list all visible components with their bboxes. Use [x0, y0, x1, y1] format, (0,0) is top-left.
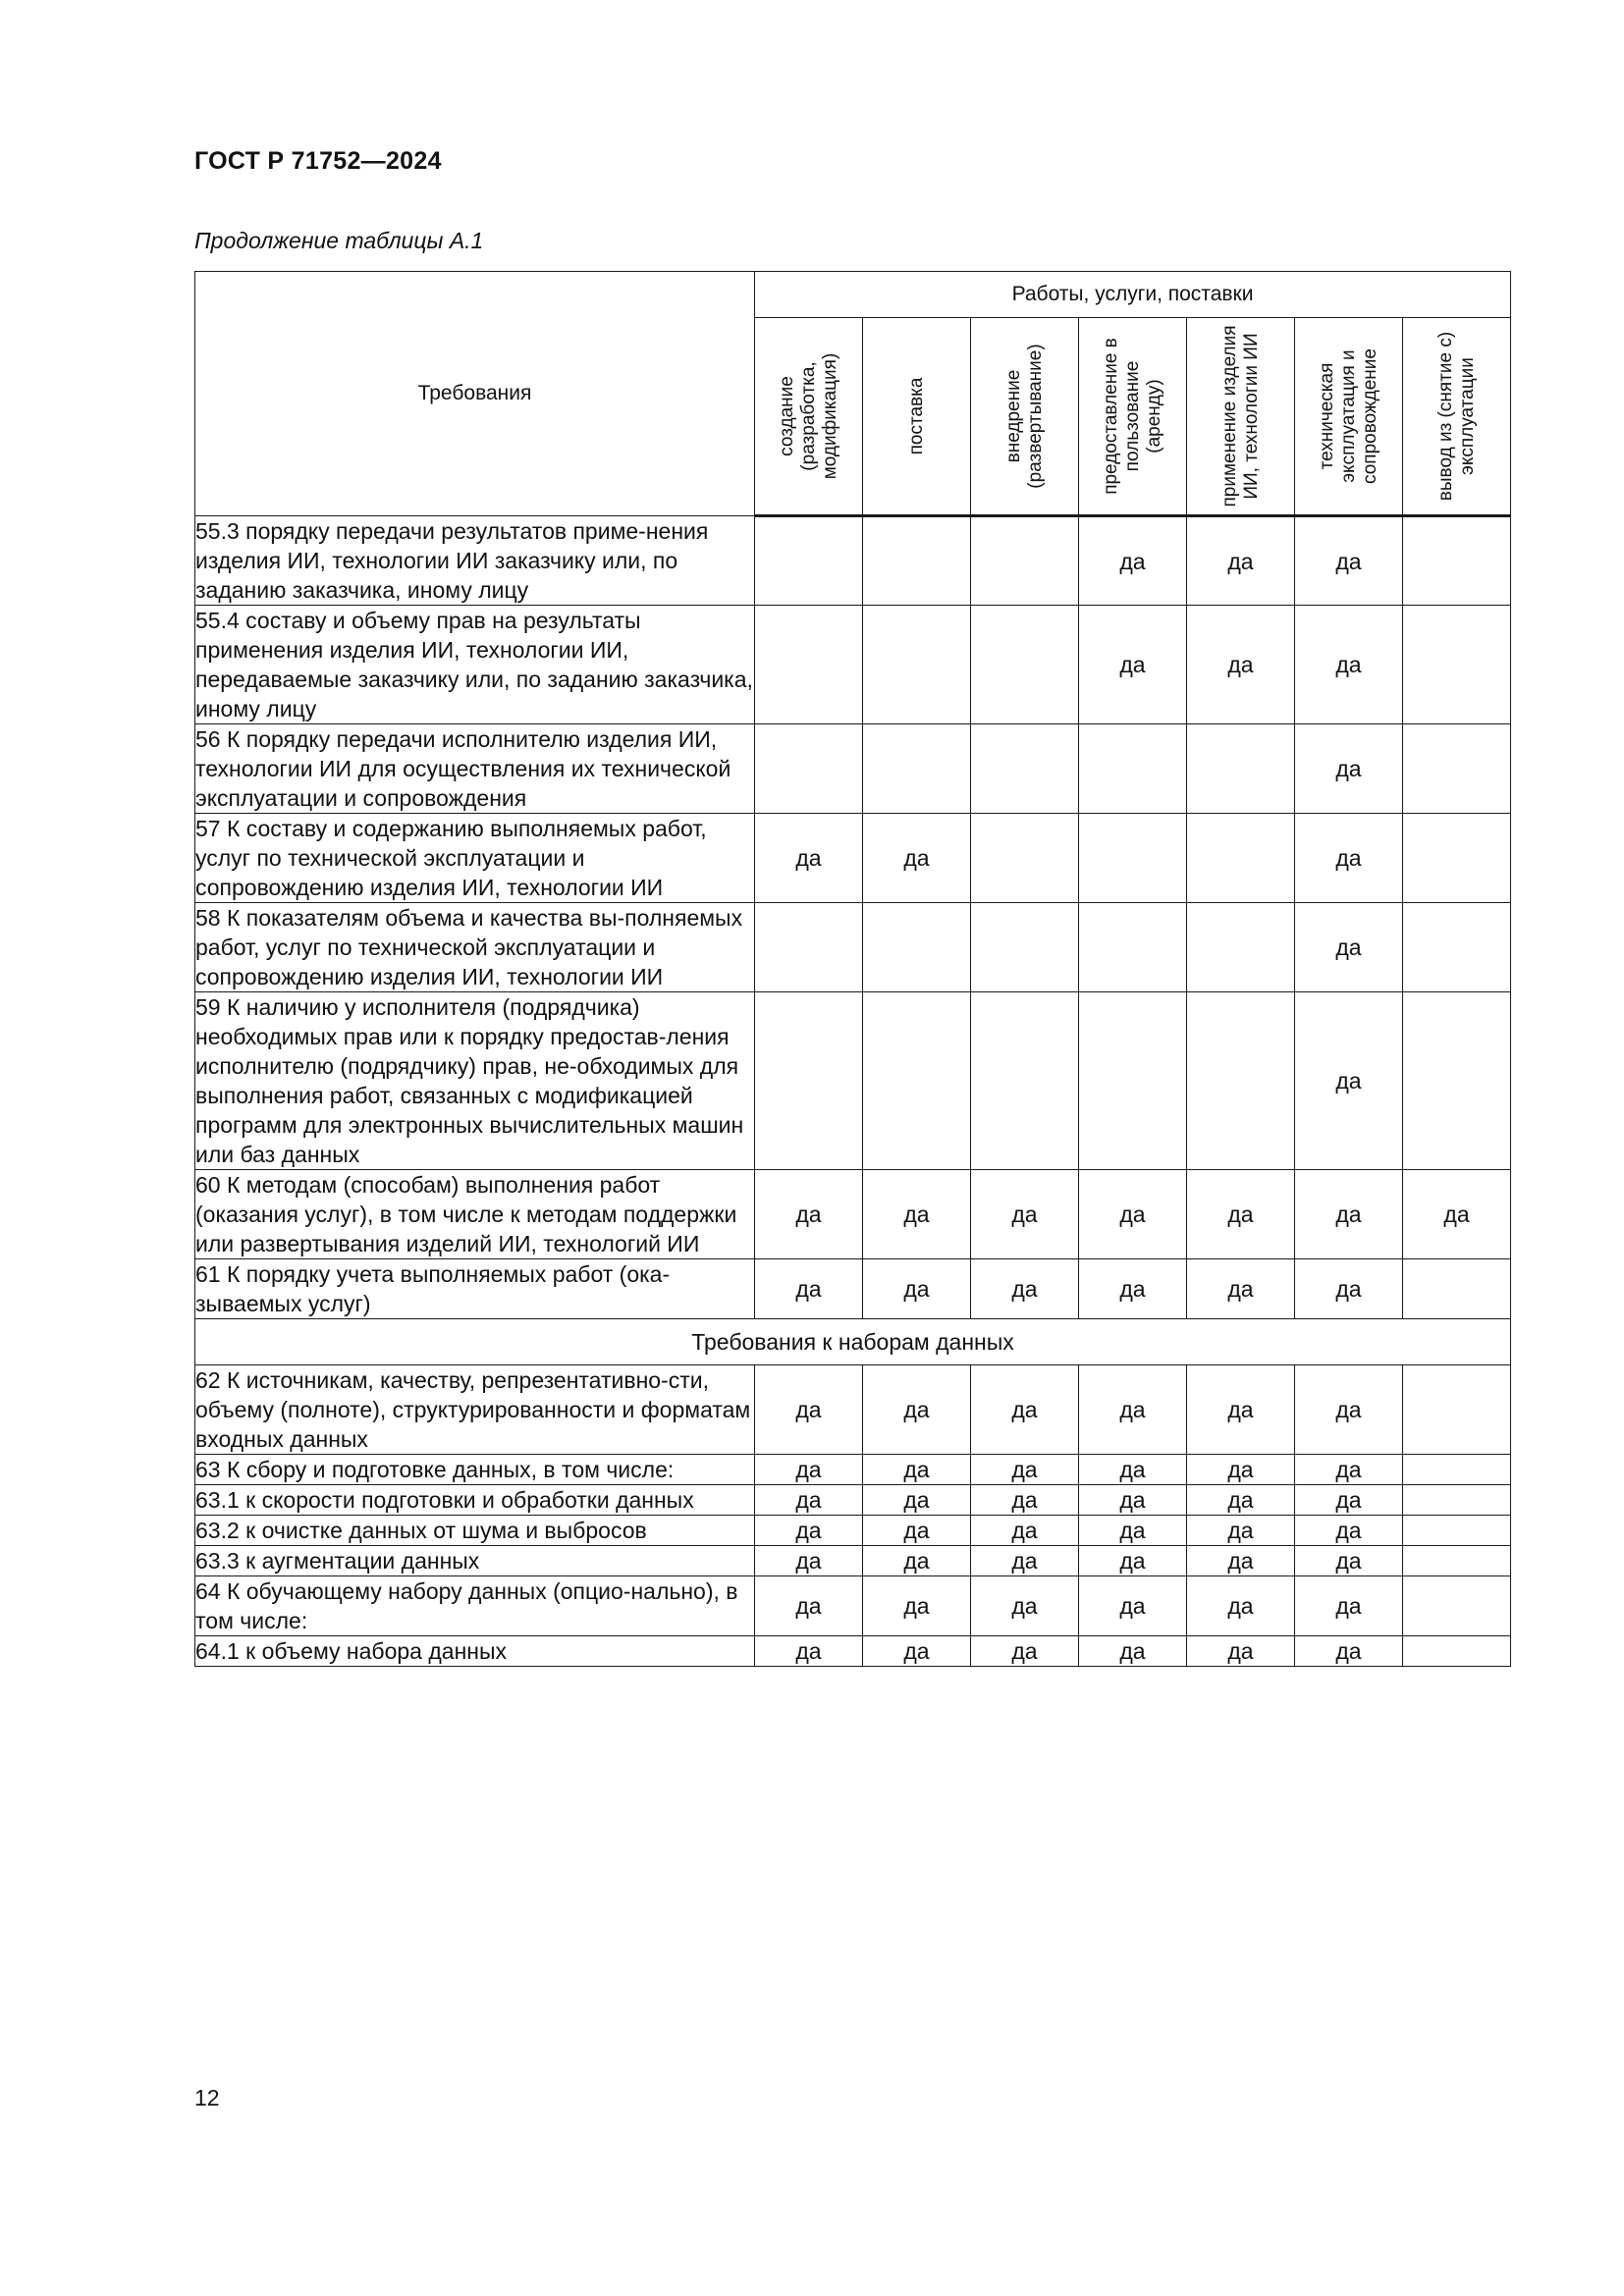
value-cell: да — [1187, 1455, 1295, 1485]
value-cell: да — [1295, 1365, 1403, 1455]
requirement-label: 63.1 к скорости подготовки и обработки данных — [195, 1485, 755, 1516]
value-cell: да — [1295, 814, 1403, 903]
requirement-label: 55.3 порядку передачи результатов приме-нения изделия ИИ, технологии ИИ заказчику или, по заданию заказчика, иному лицу — [195, 516, 755, 606]
value-cell: да — [1079, 1516, 1187, 1546]
value-cell — [971, 724, 1079, 814]
value-cell: да — [971, 1455, 1079, 1485]
value-cell: да — [1295, 903, 1403, 992]
value-cell: да — [1079, 1259, 1187, 1319]
value-cell: да — [1187, 1170, 1295, 1259]
value-cell: да — [755, 1170, 863, 1259]
value-cell: да — [1187, 606, 1295, 724]
table-row — [195, 1259, 1511, 1319]
value-cell — [1403, 814, 1511, 903]
value-cell — [863, 992, 971, 1170]
value-cell: да — [863, 1576, 971, 1636]
value-cell: да — [1079, 1170, 1187, 1259]
value-cell: да — [863, 1259, 971, 1319]
value-cell: да — [1079, 1365, 1187, 1455]
value-cell: да — [1187, 1546, 1295, 1576]
requirement-label: 63.2 к очистке данных от шума и выбросов — [195, 1516, 755, 1546]
table-row — [195, 1576, 1511, 1636]
table-row — [195, 903, 1511, 992]
requirement-label: 62 К источникам, качеству, репрезентативно-сти, объему (полноте), структурированности и форматам входных данных — [195, 1365, 755, 1455]
value-cell: да — [1187, 1259, 1295, 1319]
value-cell: да — [1295, 1636, 1403, 1667]
value-cell: да — [755, 1576, 863, 1636]
value-cell: да — [1187, 1636, 1295, 1667]
value-cell: да — [1403, 1170, 1511, 1259]
value-cell — [1187, 814, 1295, 903]
column-header-deployment: внедрение (развертывание) — [971, 318, 1079, 516]
table-caption: Продолжение таблицы А.1 — [194, 228, 484, 253]
requirement-label: 63 К сбору и подготовке данных, в том числе: — [195, 1455, 755, 1485]
value-cell: да — [1079, 1576, 1187, 1636]
value-cell: да — [755, 1259, 863, 1319]
value-cell — [1403, 1546, 1511, 1576]
value-cell — [755, 516, 863, 606]
value-cell: да — [1295, 992, 1403, 1170]
value-cell: да — [1295, 1546, 1403, 1576]
table-body — [195, 516, 1511, 1667]
value-cell — [1403, 903, 1511, 992]
value-cell — [971, 606, 1079, 724]
section-row — [195, 1319, 1511, 1365]
value-cell: да — [755, 1365, 863, 1455]
value-cell: да — [971, 1365, 1079, 1455]
value-cell: да — [1295, 516, 1403, 606]
value-cell: да — [1187, 1576, 1295, 1636]
value-cell — [1403, 724, 1511, 814]
value-cell: да — [755, 1485, 863, 1516]
value-cell: да — [863, 1516, 971, 1546]
value-cell — [1187, 903, 1295, 992]
value-cell — [755, 992, 863, 1170]
column-header-decommission: вывод из (снятие с) эксплуатации — [1403, 318, 1511, 516]
value-cell: да — [1295, 1455, 1403, 1485]
value-cell — [1403, 1455, 1511, 1485]
value-cell — [971, 814, 1079, 903]
value-cell — [1079, 724, 1187, 814]
value-cell: да — [863, 1546, 971, 1576]
value-cell: да — [971, 1636, 1079, 1667]
value-cell: да — [1079, 1485, 1187, 1516]
value-cell — [1403, 516, 1511, 606]
value-cell — [863, 724, 971, 814]
requirement-label: 58 К показателям объема и качества вы-полняемых работ, услуг по технической эксплуатации и сопровождению изделия ИИ, технологии ИИ — [195, 903, 755, 992]
column-header-supply: поставка — [863, 318, 971, 516]
value-cell — [1403, 992, 1511, 1170]
table-row — [195, 992, 1511, 1170]
table-row — [195, 606, 1511, 724]
value-cell: да — [863, 1170, 971, 1259]
requirements-column-header: Требования — [195, 272, 755, 516]
value-cell — [971, 516, 1079, 606]
requirement-label: 57 К составу и содержанию выполняемых работ, услуг по технической эксплуатации и сопровождению изделия ИИ, технологии ИИ — [195, 814, 755, 903]
table-row — [195, 1636, 1511, 1667]
value-cell — [1187, 724, 1295, 814]
table-row — [195, 516, 1511, 606]
value-cell: да — [1079, 1546, 1187, 1576]
value-cell: да — [863, 814, 971, 903]
table-row — [195, 1365, 1511, 1455]
value-cell: да — [863, 1485, 971, 1516]
value-cell: да — [971, 1546, 1079, 1576]
value-cell — [1403, 1365, 1511, 1455]
value-cell: да — [1187, 516, 1295, 606]
value-cell — [1403, 1516, 1511, 1546]
requirement-label: 63.3 к аугментации данных — [195, 1546, 755, 1576]
value-cell — [863, 606, 971, 724]
column-header-application: применение изделия ИИ, технологии ИИ — [1187, 318, 1295, 516]
requirement-label: 61 К порядку учета выполняемых работ (ока-зываемых услуг) — [195, 1259, 755, 1319]
value-cell: да — [1079, 516, 1187, 606]
value-cell — [1079, 903, 1187, 992]
requirement-label: 56 К порядку передачи исполнителю изделия ИИ, технологии ИИ для осуществления их технической эксплуатации и сопровождения — [195, 724, 755, 814]
value-cell — [1403, 1576, 1511, 1636]
table-row — [195, 1485, 1511, 1516]
value-cell: да — [755, 1455, 863, 1485]
value-cell: да — [971, 1170, 1079, 1259]
value-cell — [755, 903, 863, 992]
works-services-group-header: Работы, услуги, поставки — [755, 272, 1511, 318]
column-header-maintenance: техническая эксплуатация и сопровождение — [1295, 318, 1403, 516]
value-cell: да — [1187, 1485, 1295, 1516]
table-row — [195, 1170, 1511, 1259]
value-cell: да — [971, 1576, 1079, 1636]
value-cell — [1187, 992, 1295, 1170]
value-cell — [755, 606, 863, 724]
value-cell: да — [1079, 1636, 1187, 1667]
value-cell: да — [1187, 1365, 1295, 1455]
column-header-creation: создание (разработка, модификация) — [755, 318, 863, 516]
value-cell: да — [863, 1636, 971, 1667]
value-cell — [1403, 1259, 1511, 1319]
value-cell: да — [755, 1516, 863, 1546]
value-cell: да — [1079, 606, 1187, 724]
value-cell: да — [755, 1546, 863, 1576]
value-cell: да — [1295, 1516, 1403, 1546]
table-row — [195, 1455, 1511, 1485]
value-cell: да — [1295, 1576, 1403, 1636]
requirement-label: 59 К наличию у исполнителя (подрядчика) необходимых прав или к порядку предостав-ления исполнителю (подрядчику) прав, не-обходимых для выполнения работ, связанных с модификацией программ для электронных вычислительных машин или баз данных — [195, 992, 755, 1170]
value-cell: да — [1295, 724, 1403, 814]
table-row — [195, 814, 1511, 903]
document-code: ГОСТ Р 71752—2024 — [194, 147, 442, 175]
value-cell: да — [1295, 606, 1403, 724]
requirement-label: 60 К методам (способам) выполнения работ (оказания услуг), в том числе к методам поддержки или развертывания изделий ИИ, технологий ИИ — [195, 1170, 755, 1259]
value-cell — [1079, 814, 1187, 903]
value-cell — [971, 992, 1079, 1170]
value-cell: да — [863, 1455, 971, 1485]
table-row — [195, 1546, 1511, 1576]
value-cell — [863, 903, 971, 992]
value-cell: да — [755, 814, 863, 903]
value-cell: да — [971, 1485, 1079, 1516]
table-row — [195, 1516, 1511, 1546]
value-cell: да — [971, 1516, 1079, 1546]
value-cell — [1403, 606, 1511, 724]
requirements-table — [194, 271, 1511, 1667]
value-cell: да — [1295, 1259, 1403, 1319]
value-cell — [1403, 1485, 1511, 1516]
requirement-label: 64 К обучающему набору данных (опцио-нально), в том числе: — [195, 1576, 755, 1636]
value-cell: да — [1295, 1485, 1403, 1516]
value-cell — [971, 903, 1079, 992]
value-cell: да — [1079, 1455, 1187, 1485]
section-heading: Требования к наборам данных — [195, 1319, 1511, 1365]
column-header-rental: предоставление в пользование (аренду) — [1079, 318, 1187, 516]
value-cell — [755, 724, 863, 814]
value-cell: да — [863, 1365, 971, 1455]
table-row — [195, 724, 1511, 814]
value-cell — [1079, 992, 1187, 1170]
value-cell — [863, 516, 971, 606]
requirement-label: 64.1 к объему набора данных — [195, 1636, 755, 1667]
value-cell: да — [1295, 1170, 1403, 1259]
requirement-label: 55.4 составу и объему прав на результаты применения изделия ИИ, технологии ИИ, передаваемые заказчику или, по заданию заказчика, иному лицу — [195, 606, 755, 724]
value-cell — [1403, 1636, 1511, 1667]
value-cell: да — [755, 1636, 863, 1667]
value-cell: да — [971, 1259, 1079, 1319]
value-cell: да — [1187, 1516, 1295, 1546]
page-number: 12 — [194, 2085, 220, 2110]
